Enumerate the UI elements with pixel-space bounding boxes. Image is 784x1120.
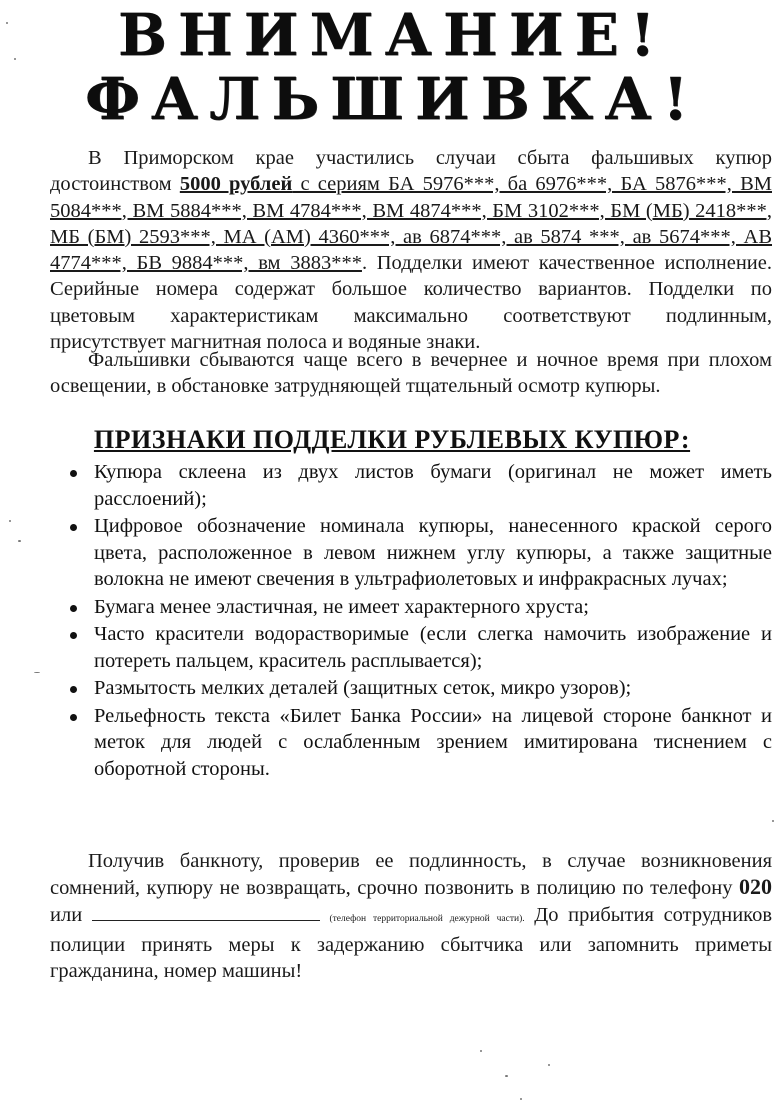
or-text: или [50,903,92,926]
intro-paragraph [50,145,772,355]
instructions-rest: До прибытия сотрудников полиции принять меры к задержанию сбытчика или запомнить приметы гражданина, номер машины! [50,903,773,983]
phone-note: (телефон территориальной дежурной части). [329,913,525,924]
scan-speck [505,1075,508,1077]
page-title: ВНИМАНИЕ! [117,1,667,69]
bullet-icon [70,605,77,612]
timing-paragraph: Фальшивки сбываются чаще всего в вечернее и ночное время при плохом освещении, в обстановке затрудняющей тщательный осмотр купюры. [50,349,772,398]
intro-rest: . Подделки имеют качественное исполнение. Серийные номера содержат большое количество вариантов. Подделки по цветовым характеристикам максимально соответствуют подлинным, присутствует магнитная полоса и водяные знаки. [50,252,772,354]
list-item-text: Рельефность текста «Билет Банка России» на лицевой стороне банкнот и меток для людей с ослабленным зрением имитирована тиснением с оборотной стороны. [94,704,772,780]
list-item-text: Цифровое обозначение номинала купюры, нанесенного краской серого цвета, расположенное в левом нижнем углу купюры, а также защитные волокна не имеют свечения в ультрафиолетовых и инфракрасных лучах; [94,515,772,590]
list-item-text: Купюра склеена из двух листов бумаги (оригинал не может иметь расслоений); [94,461,772,510]
bullet-icon [70,524,77,531]
list-item-text: Часто красители водорастворимые (если слегка намочить изображение и потереть пальцем, краситель расплывается); [94,623,772,672]
bullet-icon [70,714,77,721]
scan-speck [14,58,16,60]
list-item-text: Бумага менее эластичная, не имеет характерного хруста; [94,595,589,618]
intro-lead: В Приморском крае участились случаи сбыта фальшивых купюр достоинством [50,147,772,196]
instructions-paragraph [50,848,772,984]
signs-list [70,459,772,783]
phone-blank-line [92,906,320,921]
page-subtitle: ФАЛЬШИВКА! [84,65,700,133]
denomination-text: 5000 рублей [179,173,293,196]
scan-speck [6,22,8,24]
list-item [70,703,772,783]
list-item [70,675,772,702]
list-item-text: Размытость мелких деталей (защитных сеток, микро узоров); [94,677,632,699]
signs-heading: ПРИЗНАКИ ПОДДЕЛКИ РУБЛЕВЫХ КУПЮР: [93,425,691,454]
bullet-icon [70,686,77,693]
scan-speck [34,672,40,673]
list-item [70,513,772,593]
scan-speck [520,1098,522,1100]
scan-speck [9,520,11,522]
scan-speck [548,1064,550,1066]
series-list-text: с сериям БА 5976***, ба 6976***, БА 5876***, ВМ 5084***, ВМ 5884***, ВМ 4784***, ВМ 4874***, БМ 3102***, БМ (МБ) 2418***, МБ (БМ) 2593***, МА (АМ) 4360***, ав 6874***, ав 5874 ***, ав 5674***, АВ 4774***, БВ 9884***, вм 3883*** [50,173,772,275]
list-item [70,621,772,674]
list-item [70,459,772,512]
scan-speck [772,820,774,822]
instructions-lead: Получив банкноту, проверив ее подлинность, в случае возникновения сомнений, купюру не возвращать, срочно позвонить в полицию по телефону [50,850,772,900]
bullet-icon [70,632,77,639]
scan-speck [18,540,21,542]
bullet-icon [70,470,77,477]
phone-number: 020 [739,874,772,900]
scan-speck [480,1050,482,1052]
list-item [70,594,772,621]
